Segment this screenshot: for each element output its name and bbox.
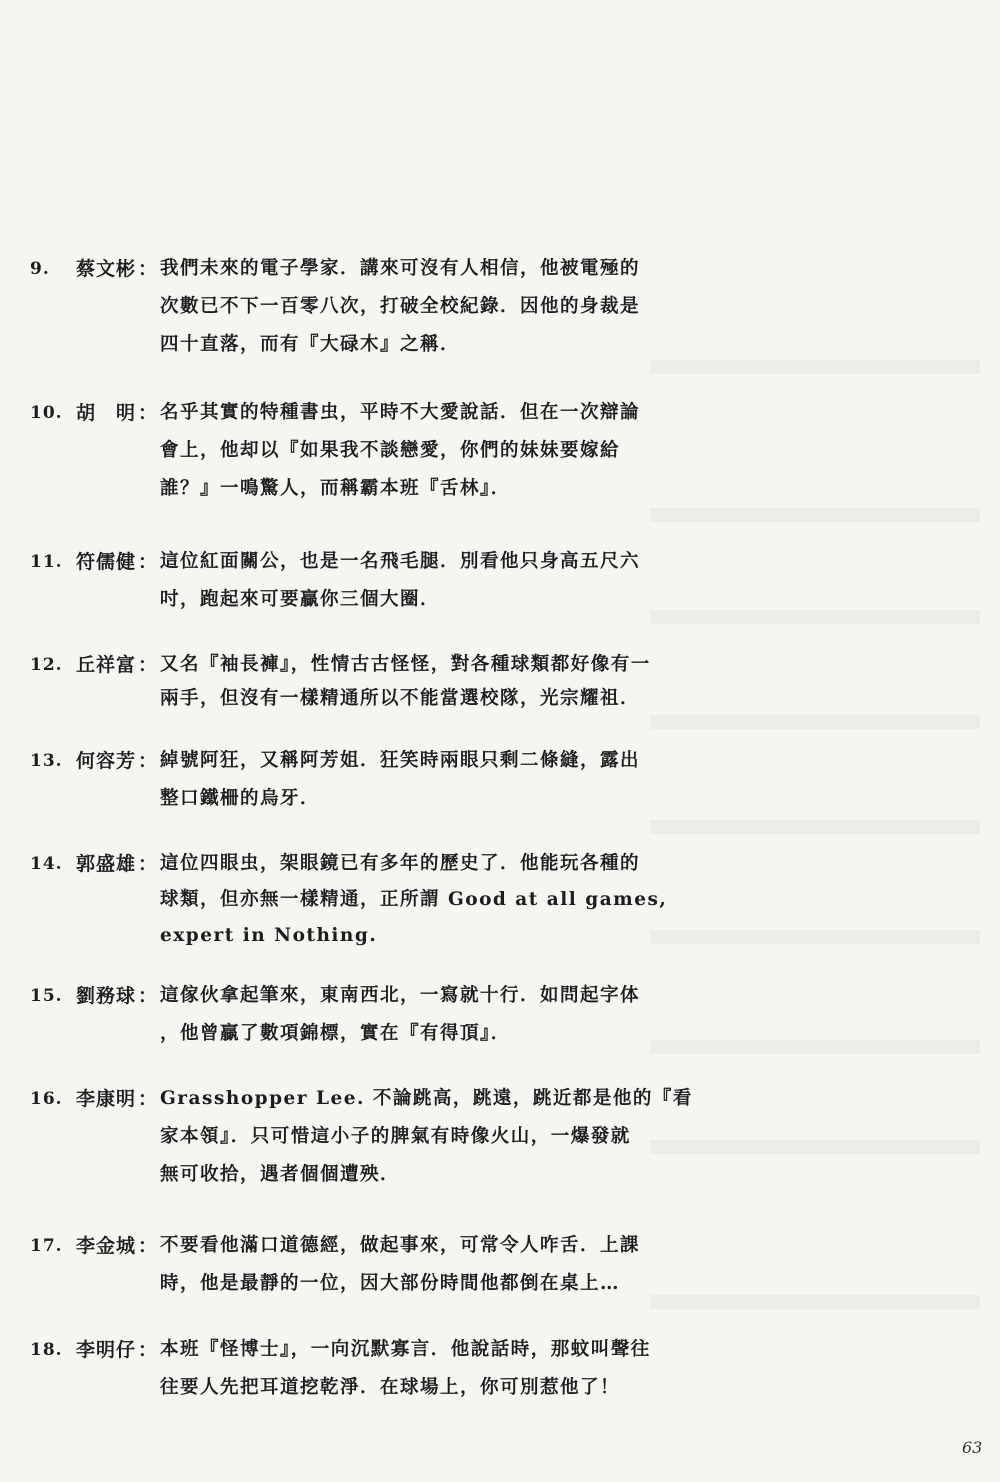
bleed-through-mark xyxy=(650,1295,980,1309)
name-colon: ： xyxy=(138,654,158,676)
entry-number: 10. xyxy=(30,403,63,423)
bleed-through-mark xyxy=(650,360,980,374)
entry-line: 兩手，但沒有一樣精通所以不能當選校隊，光宗耀祖． xyxy=(160,688,641,709)
entry-number: 17. xyxy=(30,1236,63,1256)
entry-name: 李明仔 xyxy=(76,1339,137,1361)
entry-number: 15. xyxy=(30,986,63,1006)
name-colon: ： xyxy=(138,258,158,280)
name-colon: ： xyxy=(138,853,158,875)
entry-name: 郭盛雄 xyxy=(76,853,137,875)
entry-line: 本班『怪博士』，一向沉默寡言．他說話時，那蚊叫聲往 xyxy=(160,1339,651,1360)
entry-line: 無可收拾，遇者個個遭殃． xyxy=(160,1164,401,1185)
entry-name: 符儒健 xyxy=(76,551,137,573)
entry-line: 誰？』一鳴驚人，而稱霸本班『舌林』． xyxy=(160,478,511,499)
entry-line: 吋，跑起來可要贏你三個大圈． xyxy=(160,589,441,610)
entry-line: 家本領』．只可惜這小子的脾氣有時像火山，一爆發就 xyxy=(160,1126,631,1147)
name-colon: ： xyxy=(138,1339,158,1361)
entry-line: 時，他是最靜的一位，因大部份時間他都倒在桌上… xyxy=(160,1273,621,1294)
name-colon: ： xyxy=(138,402,158,424)
entry-number: 12. xyxy=(30,655,63,675)
entry-line: 又名『袖長褲』，性情古古怪怪，對各種球類都好像有一 xyxy=(160,654,651,675)
entry-line: 我們未來的電子學家．講來可沒有人相信，他被電殛的 xyxy=(160,258,641,279)
bleed-through-mark xyxy=(650,715,980,729)
entry-name: 李金城 xyxy=(76,1235,137,1257)
entry-line: 球類，但亦無一樣精通，正所謂 Good at all games, xyxy=(160,889,668,910)
entry-number: 16. xyxy=(30,1089,63,1109)
entry-line: 不要看他滿口道德經，做起事來，可常令人咋舌．上課 xyxy=(160,1235,641,1256)
name-colon: ： xyxy=(138,750,158,772)
entry-line: 這位四眼虫，架眼鏡已有多年的歷史了．他能玩各種的 xyxy=(160,853,641,874)
entry-name: 李康明 xyxy=(76,1088,137,1110)
entry-line: expert in Nothing. xyxy=(160,925,378,946)
entry-line: 整口鐵柵的烏牙． xyxy=(160,788,321,809)
entry-name: 劉務球 xyxy=(76,985,137,1007)
entry-line: ，他曾贏了數項錦標，實在『有得頂』． xyxy=(160,1023,511,1044)
entry-number: 18. xyxy=(30,1340,63,1360)
entry-line: 綽號阿狂，又稱阿芳姐．狂笑時兩眼只剩二條縫，露出 xyxy=(160,750,641,771)
bleed-through-mark xyxy=(650,610,980,624)
entry-name: 何容芳 xyxy=(76,750,137,772)
name-colon: ： xyxy=(138,1088,158,1110)
name-colon: ： xyxy=(138,551,158,573)
entry-number: 14. xyxy=(30,854,63,874)
entry-number: 13. xyxy=(30,751,63,771)
name-colon: ： xyxy=(138,985,158,1007)
name-colon: ： xyxy=(138,1235,158,1257)
entry-number: 11. xyxy=(30,552,63,572)
entry-line: 往要人先把耳道挖乾淨．在球場上，你可別惹他了！ xyxy=(160,1377,621,1398)
entry-name: 胡 明 xyxy=(76,402,137,424)
entry-name: 丘祥富 xyxy=(76,654,137,676)
entry-line: 四十直落，而有『大碌木』之稱． xyxy=(160,334,461,355)
entry-line: 名乎其實的特種書虫，平時不大愛說話．但在一次辯論 xyxy=(160,402,641,423)
bleed-through-mark xyxy=(650,930,980,944)
entry-line: 會上，他却以『如果我不談戀愛，你們的妹妹要嫁給 xyxy=(160,440,621,461)
bleed-through-mark xyxy=(650,508,980,522)
bleed-through-mark xyxy=(650,820,980,834)
page-number: 63 xyxy=(962,1438,983,1457)
entry-name: 蔡文彬 xyxy=(76,258,137,280)
bleed-through-mark xyxy=(650,1040,980,1054)
entry-line: 次數已不下一百零八次，打破全校紀錄．因他的身裁是 xyxy=(160,296,641,317)
entry-line: 這傢伙拿起筆來，東南西北，一寫就十行．如問起字体 xyxy=(160,985,641,1006)
entry-number: 9. xyxy=(30,259,50,279)
entry-line: Grasshopper Lee. 不論跳高，跳遠，跳近都是他的『看 xyxy=(160,1088,693,1109)
bleed-through-mark xyxy=(650,1140,980,1154)
entry-line: 這位紅面關公，也是一名飛毛腿．別看他只身高五尺六 xyxy=(160,551,641,572)
